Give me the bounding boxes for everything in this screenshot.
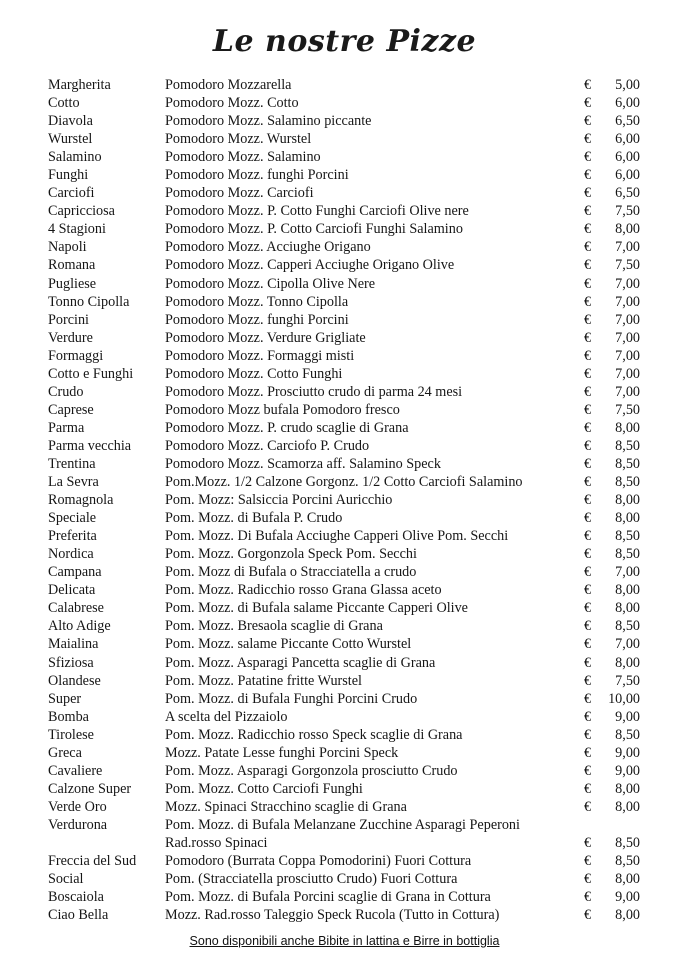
pizza-price: 8,50 [615,834,640,851]
pizza-name: Cotto [48,95,80,112]
pizza-ingredients [165,347,354,365]
pizza-name: Caprese [48,401,94,418]
pizza-ingredients [165,762,458,780]
ingredients-line: Mozz. Rad.rosso Taleggio Speck Rucola (Tutto in Cottura) [165,907,500,924]
menu-item [0,599,689,617]
pizza-price: 7,00 [615,311,640,328]
pizza-ingredients [165,798,407,816]
ingredients-line: Pom. Mozz. Radicchio rosso Speck scaglie di Grana [165,726,463,743]
ingredients-line: Pomodoro Mozz. Cotto Funghi [165,365,343,382]
menu-item [0,184,689,202]
pizza-ingredients [165,491,392,509]
pizza-price: 7,00 [615,365,640,382]
pizza-ingredients [165,780,363,798]
pizza-price: 10,00 [608,690,640,707]
pizza-name: Tirolese [48,726,94,743]
euro-sign: € [584,167,592,184]
pizza-name: Maialina [48,636,99,653]
pizza-name: Sfiziosa [48,654,94,671]
pizza-price: 6,50 [615,185,640,202]
menu-item [0,527,689,545]
pizza-ingredients [165,599,468,617]
pizza-name: Margherita [48,77,111,93]
pizza-name: Funghi [48,167,89,184]
pizza-ingredients [165,870,457,888]
pizza-name: Trentina [48,455,96,472]
pizza-ingredients [165,708,288,726]
pizza-ingredients [165,473,523,491]
menu-item [0,816,689,852]
menu-item [0,672,689,690]
euro-sign: € [584,672,592,689]
pizza-name: Alto Adige [48,618,111,635]
ingredients-line: Pomodoro Mozz bufala Pomodoro fresco [165,401,400,418]
menu-item [0,744,689,762]
euro-sign: € [584,113,592,130]
euro-sign: € [584,401,592,418]
menu-item [0,112,689,130]
pizza-price: 7,00 [615,293,640,310]
ingredients-line: Pom.Mozz. 1/2 Calzone Gorgonz. 1/2 Cotto Carciofi Salamino [165,474,523,491]
pizza-ingredients [165,906,499,924]
pizza-price: 8,50 [615,437,640,454]
euro-sign: € [584,564,592,581]
ingredients-line: Pomodoro Mozz. Prosciutto crudo di parma 24 mesi [165,383,463,400]
ingredients-line: Pom. Mozz. di Bufala Melanzane Zucchine Asparagi Peperoni [165,816,520,833]
ingredients-line: Pom. (Stracciatella prosciutto Crudo) Fuori Cottura [165,870,458,887]
pizza-ingredients [165,112,371,130]
pizza-price: 8,00 [615,870,640,887]
pizza-menu-list [0,76,689,924]
pizza-price: 8,50 [615,852,640,869]
pizza-price: 7,00 [615,239,640,256]
menu-item [0,419,689,437]
pizza-name: Cotto e Funghi [48,365,134,382]
pizza-name: Diavola [48,113,93,130]
euro-sign: € [584,780,592,797]
euro-sign: € [584,437,592,454]
pizza-price: 8,50 [615,546,640,563]
euro-sign: € [584,203,592,220]
euro-sign: € [584,870,592,887]
pizza-name: Parma vecchia [48,437,132,454]
euro-sign: € [584,365,592,382]
pizza-ingredients [165,401,400,419]
euro-sign: € [584,455,592,472]
euro-sign: € [584,708,592,725]
pizza-name: Napoli [48,239,87,256]
menu-item [0,852,689,870]
ingredients-line: Pomodoro Mozz. Carciofi [165,185,314,202]
menu-item [0,798,689,816]
ingredients-line: Pomodoro Mozz. Salamino [165,149,321,166]
menu-item [0,491,689,509]
pizza-name: Pugliese [48,275,97,292]
euro-sign: € [584,726,592,743]
pizza-name: Freccia del Sud [48,852,137,869]
pizza-price: 6,00 [615,95,640,112]
pizza-name: Capricciosa [48,203,115,220]
menu-item [0,870,689,888]
ingredients-line: Pom. Mozz. di Bufala Funghi Porcini Crudo [165,690,418,707]
ingredients-line: Pom. Mozz: Salsiccia Porcini Auricchio [165,492,393,509]
ingredients-line: Pomodoro Mozz. P. Cotto Carciofi Funghi Salamino [165,221,463,238]
euro-sign: € [584,852,592,869]
pizza-ingredients [165,852,471,870]
menu-item [0,509,689,527]
menu-item [0,690,689,708]
ingredients-line: Pomodoro Mozz. funghi Porcini [165,167,349,184]
footer-note: Sono disponibili anche Bibite in lattina e Birre in bottiglia [189,934,500,948]
pizza-ingredients [165,130,311,148]
pizza-price: 8,00 [615,780,640,797]
euro-sign: € [584,528,592,545]
pizza-price: 9,00 [615,744,640,761]
pizza-price: 8,50 [615,528,640,545]
pizza-name: Verde Oro [48,798,107,815]
pizza-price: 8,50 [615,455,640,472]
pizza-price: 7,00 [615,329,640,346]
menu-item [0,311,689,329]
euro-sign: € [584,690,592,707]
pizza-price: 7,00 [615,347,640,364]
pizza-ingredients [165,545,417,563]
pizza-name: Calabrese [48,600,104,617]
menu-item [0,238,689,256]
pizza-name: Verdurona [48,816,108,833]
pizza-price: 5,00 [615,77,640,93]
euro-sign: € [584,257,592,274]
menu-item [0,906,689,924]
pizza-name: Olandese [48,672,101,689]
pizza-ingredients [165,888,491,906]
ingredients-line: Pom. Mozz di Bufala o Stracciatella a crudo [165,564,417,581]
menu-item [0,545,689,563]
pizza-name: Wurstel [48,131,93,148]
pizza-name: Porcini [48,311,89,328]
pizza-name: Nordica [48,546,94,563]
ingredients-line: Pom. Mozz. Di Bufala Acciughe Capperi Olive Pom. Secchi [165,528,509,545]
pizza-price: 7,50 [615,401,640,418]
ingredients-line: Pom. Mozz. Asparagi Pancetta scaglie di Grana [165,654,436,671]
pizza-ingredients [165,220,463,238]
pizza-price: 8,50 [615,726,640,743]
pizza-price: 9,00 [615,889,640,906]
pizza-name: Verdure [48,329,93,346]
pizza-ingredients [165,166,349,184]
pizza-price: 9,00 [615,762,640,779]
pizza-price: 6,00 [615,167,640,184]
pizza-name: La Sevra [48,474,99,491]
pizza-ingredients [165,509,342,527]
pizza-price: 9,00 [615,708,640,725]
pizza-name: Parma [48,419,85,436]
ingredients-line: Pomodoro Mozz. P. crudo scaglie di Grana [165,419,409,436]
menu-item [0,654,689,672]
euro-sign: € [584,149,592,166]
pizza-price: 8,50 [615,474,640,491]
pizza-ingredients [165,383,462,401]
ingredients-line: Pomodoro Mozz. Capperi Acciughe Origano Olive [165,257,455,274]
pizza-price: 8,00 [615,221,640,238]
euro-sign: € [584,762,592,779]
pizza-name: Tonno Cipolla [48,293,130,310]
pizza-price: 7,00 [615,383,640,400]
pizza-price: 8,00 [615,419,640,436]
menu-item [0,563,689,581]
euro-sign: € [584,600,592,617]
pizza-ingredients [165,581,442,599]
pizza-ingredients [165,816,520,852]
ingredients-line: Pomodoro Mozz. Tonno Cipolla [165,293,349,310]
pizza-price: 7,50 [615,257,640,274]
ingredients-line: Pom. Mozz. salame Piccante Cotto Wurstel [165,636,412,653]
ingredients-line: Pom. Mozz. Asparagi Gorgonzola prosciutto Crudo [165,762,458,779]
pizza-ingredients [165,184,314,202]
menu-item [0,166,689,184]
menu-item [0,220,689,238]
euro-sign: € [584,618,592,635]
menu-item [0,726,689,744]
pizza-ingredients [165,293,348,311]
ingredients-line: Pomodoro Mozz. Formaggi misti [165,347,355,364]
euro-sign: € [584,347,592,364]
ingredients-line: Pom. Mozz. Cotto Carciofi Funghi [165,780,363,797]
pizza-name: Boscaiola [48,889,104,906]
ingredients-line: Pom. Mozz. di Bufala P. Crudo [165,510,343,527]
euro-sign: € [584,546,592,563]
euro-sign: € [584,311,592,328]
menu-item [0,365,689,383]
ingredients-line: Pom. Mozz. di Bufala Porcini scaglie di Grana in Cottura [165,889,491,906]
pizza-price: 8,00 [615,600,640,617]
pizza-ingredients [165,455,441,473]
pizza-ingredients [165,437,369,455]
euro-sign: € [584,95,592,112]
ingredients-line: Pomodoro Mozz. funghi Porcini [165,311,349,328]
euro-sign: € [584,654,592,671]
pizza-name: Bomba [48,708,89,725]
pizza-ingredients [165,726,462,744]
pizza-ingredients [165,329,366,347]
pizza-name: Crudo [48,383,84,400]
menu-item [0,455,689,473]
pizza-ingredients [165,202,469,220]
menu-item [0,130,689,148]
pizza-name: Social [48,870,84,887]
ingredients-line: Pomodoro Mozz. Cotto [165,95,299,112]
pizza-name: Romagnola [48,492,114,509]
ingredients-line: Pomodoro Mozz. Salamino piccante [165,113,372,130]
menu-item [0,275,689,293]
euro-sign: € [584,131,592,148]
menu-item [0,437,689,455]
ingredients-line: Pom. Mozz. Bresaola scaglie di Grana [165,618,383,635]
menu-item [0,94,689,112]
pizza-price: 6,00 [615,131,640,148]
pizza-name: Salamino [48,149,102,166]
menu-item [0,888,689,906]
ingredients-line: Pomodoro Mozz. P. Cotto Funghi Carciofi Olive nere [165,203,469,220]
pizza-price: 8,00 [615,510,640,527]
euro-sign: € [584,383,592,400]
pizza-name: Greca [48,744,82,761]
euro-sign: € [584,293,592,310]
menu-item [0,762,689,780]
pizza-name: Speciale [48,510,97,527]
pizza-ingredients [165,419,409,437]
pizza-ingredients [165,238,371,256]
euro-sign: € [584,492,592,509]
pizza-name: Super [48,690,82,707]
ingredients-line: Pomodoro Mozz. Carciofo P. Crudo [165,437,370,454]
ingredients-line: A scelta del Pizzaiolo [165,708,288,725]
euro-sign: € [584,889,592,906]
pizza-price: 8,00 [615,907,640,924]
menu-item [0,293,689,311]
pizza-ingredients [165,94,299,112]
pizza-price: 8,00 [615,798,640,815]
pizza-ingredients [165,256,454,274]
pizza-price: 7,00 [615,564,640,581]
pizza-ingredients [165,365,342,383]
pizza-price: 7,00 [615,275,640,292]
euro-sign: € [584,77,592,93]
menu-item [0,780,689,798]
pizza-ingredients [165,148,321,166]
pizza-name: Delicata [48,582,96,599]
ingredients-line: Pomodoro (Burrata Coppa Pomodorini) Fuori Cottura [165,852,472,869]
menu-item [0,401,689,419]
ingredients-line: Pomodoro Mozzarella [165,77,292,93]
menu-item [0,329,689,347]
pizza-price: 7,50 [615,203,640,220]
pizza-ingredients [165,635,411,653]
menu-item [0,202,689,220]
euro-sign: € [584,744,592,761]
pizza-ingredients [165,654,435,672]
menu-item [0,635,689,653]
ingredients-line: Pom. Mozz. Radicchio rosso Grana Glassa aceto [165,582,442,599]
ingredients-line: Mozz. Patate Lesse funghi Porcini Speck [165,744,399,761]
euro-sign: € [584,221,592,238]
menu-item [0,617,689,635]
ingredients-line: Pomodoro Mozz. Wurstel [165,131,312,148]
menu-item [0,347,689,365]
pizza-name: Preferita [48,528,97,545]
pizza-ingredients [165,311,349,329]
pizza-price: 8,00 [615,582,640,599]
pizza-ingredients [165,76,291,94]
euro-sign: € [584,239,592,256]
menu-item [0,148,689,166]
pizza-ingredients [165,527,508,545]
ingredients-line: Pomodoro Mozz. Acciughe Origano [165,239,371,256]
pizza-price: 8,00 [615,654,640,671]
pizza-ingredients [165,563,416,581]
menu-title: Le nostre Pizze [212,24,477,59]
ingredients-line: Pomodoro Mozz. Cipolla Olive Nere [165,275,376,292]
menu-item [0,256,689,274]
euro-sign: € [584,474,592,491]
pizza-name: 4 Stagioni [48,221,106,238]
pizza-ingredients [165,690,417,708]
euro-sign: € [584,636,592,653]
euro-sign: € [584,907,592,924]
ingredients-line: Pom. Mozz. di Bufala salame Piccante Capperi Olive [165,600,468,617]
pizza-ingredients [165,617,383,635]
pizza-name: Ciao Bella [48,907,109,924]
menu-item [0,708,689,726]
pizza-name: Cavaliere [48,762,103,779]
euro-sign: € [584,582,592,599]
pizza-ingredients [165,672,362,690]
menu-item [0,581,689,599]
pizza-ingredients [165,744,398,762]
euro-sign: € [584,510,592,527]
pizza-price: 8,00 [615,492,640,509]
euro-sign: € [584,834,592,851]
ingredients-line: Rad.rosso Spinaci [165,834,268,851]
pizza-name: Romana [48,257,96,274]
ingredients-line: Mozz. Spinaci Stracchino scaglie di Grana [165,798,407,815]
euro-sign: € [584,329,592,346]
euro-sign: € [584,185,592,202]
ingredients-line: Pomodoro Mozz. Verdure Grigliate [165,329,366,346]
pizza-name: Calzone Super [48,780,132,797]
pizza-price: 8,50 [615,618,640,635]
pizza-price: 7,00 [615,636,640,653]
pizza-name: Formaggi [48,347,104,364]
pizza-price: 6,00 [615,149,640,166]
menu-item [0,473,689,491]
ingredients-line: Pom. Mozz. Gorgonzola Speck Pom. Secchi [165,546,417,563]
menu-item [0,383,689,401]
ingredients-line: Pom. Mozz. Patatine fritte Wurstel [165,672,362,689]
pizza-name: Campana [48,564,102,581]
menu-item [0,76,689,94]
pizza-name: Carciofi [48,185,95,202]
pizza-price: 6,50 [615,113,640,130]
ingredients-line: Pomodoro Mozz. Scamorza aff. Salamino Speck [165,455,441,472]
euro-sign: € [584,798,592,815]
pizza-price: 7,50 [615,672,640,689]
euro-sign: € [584,419,592,436]
euro-sign: € [584,275,592,292]
pizza-ingredients [165,275,375,293]
